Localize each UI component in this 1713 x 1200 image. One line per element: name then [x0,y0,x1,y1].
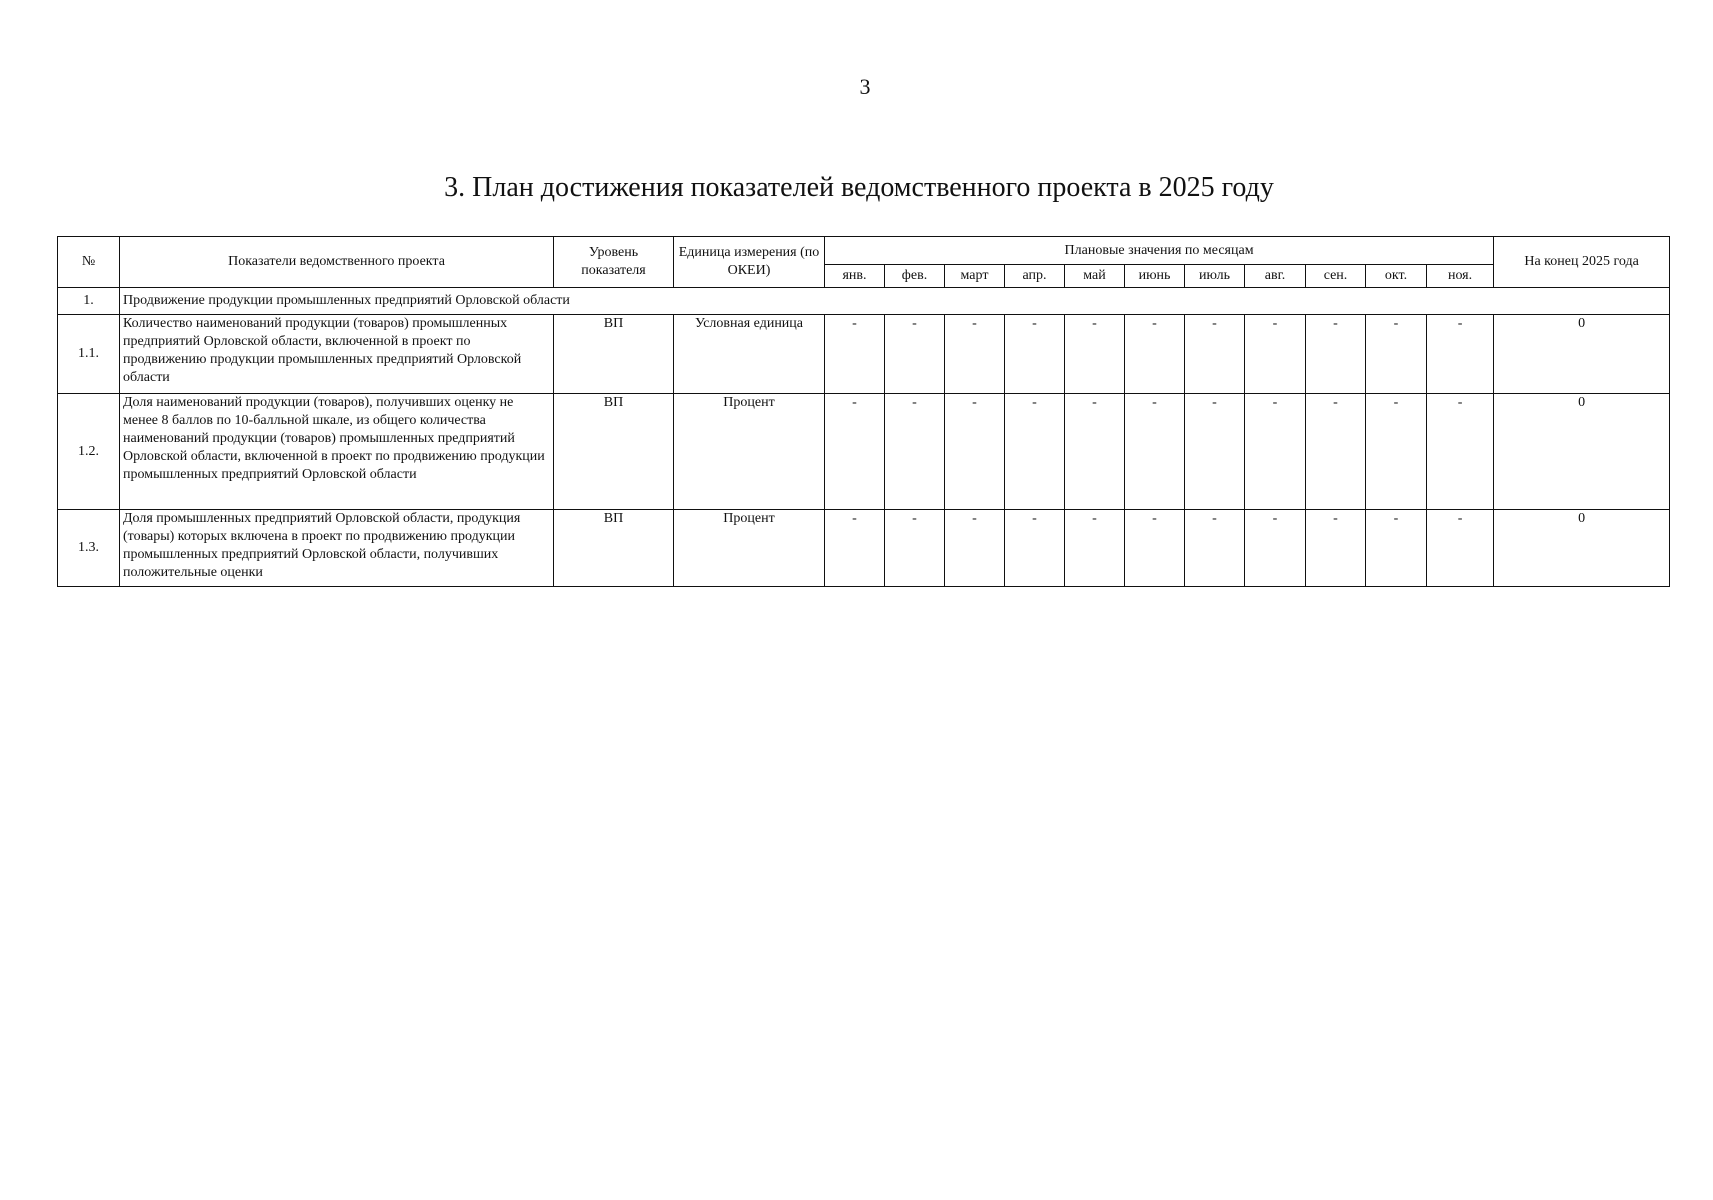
header-month: июнь [1125,265,1185,288]
month-value: - [1306,394,1366,510]
month-value: - [1427,510,1494,587]
month-value: - [885,394,945,510]
plan-table [57,236,1670,587]
header-level: Уровень показателя [554,237,674,288]
header-month: ноя. [1427,265,1494,288]
header-indicator: Показатели ведомственного проекта [120,237,554,288]
month-value: - [1306,315,1366,394]
header-planned-values: Плановые значения по месяцам [825,237,1494,265]
month-value: - [1366,394,1427,510]
month-value: - [1245,510,1306,587]
month-value: - [1366,315,1427,394]
month-value: - [1125,394,1185,510]
header-month: сен. [1306,265,1366,288]
header-month: окт. [1366,265,1427,288]
page-number: 3 [859,74,871,99]
row-number: 1.3. [58,510,120,587]
section-row [58,288,1670,315]
month-value: - [1005,510,1065,587]
month-value: - [1005,315,1065,394]
header-month: авг. [1245,265,1306,288]
month-value: - [1065,394,1125,510]
indicator-level: ВП [554,394,674,510]
month-value: - [1306,510,1366,587]
unit-of-measure: Процент [674,510,825,587]
header-month: март [945,265,1005,288]
month-value: - [1125,510,1185,587]
table-row [58,315,1670,394]
indicator-name: Количество наименований продукции (товаров) промышленных предприятий Орловской области, включенной в проект по продвижению продукции промышленных предприятий Орловской области [120,315,554,394]
month-value: - [825,315,885,394]
table-row [58,394,1670,510]
row-number: 1.2. [58,394,120,510]
month-value: - [1005,394,1065,510]
unit-of-measure: Процент [674,394,825,510]
row-number: 1.1. [58,315,120,394]
month-value: - [885,510,945,587]
indicator-name: Доля промышленных предприятий Орловской области, продукция (товары) которых включена в проект по продвижению продукции промышленных предприятий Орловской области, получивших положительные оценки [120,510,554,587]
header-unit: Единица измерения (по ОКЕИ) [674,237,825,288]
month-value: - [1427,394,1494,510]
month-value: - [945,510,1005,587]
year-end-value: 0 [1494,315,1670,394]
month-value: - [1185,394,1245,510]
header-month: фев. [885,265,945,288]
month-value: - [1366,510,1427,587]
month-value: - [1125,315,1185,394]
month-value: - [945,315,1005,394]
indicator-level: ВП [554,315,674,394]
month-value: - [1245,394,1306,510]
month-value: - [1185,315,1245,394]
year-end-value: 0 [1494,394,1670,510]
month-value: - [1427,315,1494,394]
month-value: - [945,394,1005,510]
header-month: апр. [1005,265,1065,288]
month-value: - [1185,510,1245,587]
month-value: - [1065,510,1125,587]
indicator-level: ВП [554,510,674,587]
section-number: 1. [58,288,120,315]
header-row [58,237,1670,265]
header-num: № [58,237,120,288]
section-title: Продвижение продукции промышленных предприятий Орловской области [120,288,1670,315]
month-value: - [1245,315,1306,394]
month-value: - [1065,315,1125,394]
header-month: июль [1185,265,1245,288]
table-row [58,510,1670,587]
header-year-end: На конец 2025 года [1494,237,1670,288]
month-value: - [825,510,885,587]
year-end-value: 0 [1494,510,1670,587]
month-value: - [825,394,885,510]
page-title: 3. План достижения показателей ведомственного проекта в 2025 году [444,172,1274,203]
month-value: - [885,315,945,394]
indicator-name: Доля наименований продукции (товаров), получивших оценку не менее 8 баллов по 10-балльной шкале, из общего количества наименований продукции (товаров) промышленных предприятий Орловской области, включенной в проект по продвижению продукции промышленных предприятий Орловской области [120,394,554,510]
header-month: янв. [825,265,885,288]
unit-of-measure: Условная единица [674,315,825,394]
header-month: май [1065,265,1125,288]
